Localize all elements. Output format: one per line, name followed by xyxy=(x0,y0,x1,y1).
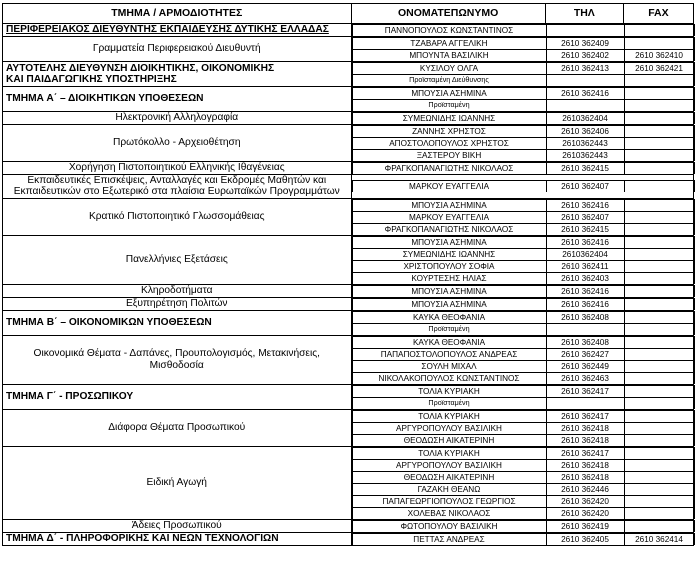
person-row xyxy=(352,272,694,284)
dept-cell xyxy=(3,284,352,297)
person-fax xyxy=(624,348,694,360)
person-phone xyxy=(546,25,624,37)
person-row xyxy=(352,25,694,37)
table-body xyxy=(3,24,694,546)
table-header-row xyxy=(3,4,694,24)
people-cell xyxy=(351,24,694,37)
person-fax xyxy=(624,211,694,223)
person-row xyxy=(352,75,694,87)
dept-cell xyxy=(3,162,352,175)
person-name: ΜΠΟΥΣΙΑ ΑΣΗΜΙΝΑ xyxy=(352,298,546,310)
person-name: Προϊσταμένη Διεύθυνσης xyxy=(352,75,546,87)
dept-cell xyxy=(3,297,352,310)
person-row xyxy=(352,138,694,150)
person-fax xyxy=(624,88,694,100)
person-row xyxy=(352,50,694,62)
person-row xyxy=(352,483,694,495)
people-cell xyxy=(351,125,694,162)
person-name: Προϊσταμένη xyxy=(352,397,546,409)
person-name: ΤΟΛΙΑ ΚΥΡΙΑΚΗ xyxy=(352,447,546,459)
person-row xyxy=(352,298,694,310)
person-row xyxy=(352,348,694,360)
person-phone: 2610362404 xyxy=(546,248,624,260)
person-name: ΞΑΣΤΕΡΟΥ ΒΙΚΗ xyxy=(352,150,546,162)
person-name: ΚΥΣΙΛΟΥ ΟΛΓΑ xyxy=(352,63,546,75)
person-row xyxy=(352,360,694,372)
person-phone: 2610 362403 xyxy=(546,272,624,284)
people-cell xyxy=(351,335,694,384)
person-phone: 2610 362463 xyxy=(546,372,624,384)
person-row xyxy=(352,372,694,384)
person-phone: 2610 362417 xyxy=(546,447,624,459)
person-name: ΠΑΝΝΟΠΟΥΛΟΣ ΚΩΝΣΤΑΝΤΙΝΟΣ xyxy=(352,25,546,37)
person-name: ΠΑΠΑΠΟΣΤΟΛΟΠΟΥΛΟΣ ΑΝΔΡΕΑΣ xyxy=(352,348,546,360)
person-fax xyxy=(624,447,694,459)
person-row xyxy=(352,223,694,235)
directory-table xyxy=(2,3,694,546)
person-fax xyxy=(624,126,694,138)
dept-label-line2: ΚΑΙ ΠΑΙΔΑΓΩΓΙΚΗΣ ΥΠΟΣΤΗΡΙΞΗΣ xyxy=(6,74,177,85)
dept-cell xyxy=(3,62,352,87)
person-fax xyxy=(624,397,694,409)
dept-cell xyxy=(3,175,352,199)
table-row xyxy=(3,87,694,112)
person-fax xyxy=(624,507,694,519)
person-phone: 2610 362420 xyxy=(546,507,624,519)
person-row xyxy=(352,285,694,297)
header-dept: ΤΜΗΜΑ / ΑΡΜΟΔΙΟΤΗΤΕΣ xyxy=(3,4,352,24)
person-row xyxy=(352,126,694,138)
person-name: ΜΠΟΥΝΤΑ ΒΑΣΙΛΙΚΗ xyxy=(352,50,546,62)
dept-label: Πρωτόκολλο - Αρχειοθέτηση xyxy=(112,137,241,149)
people-cell xyxy=(351,62,694,87)
dept-label: Γραμματεία Περιφερειακού Διευθυντή xyxy=(92,43,261,55)
table-row xyxy=(3,112,694,125)
person-name: ΑΡΓΥΡΟΠΟΥΛΟΥ ΒΑΣΙΛΙΚΗ xyxy=(352,459,546,471)
person-fax xyxy=(624,459,694,471)
person-row xyxy=(352,100,694,112)
people-cell xyxy=(351,519,694,532)
table-row xyxy=(3,519,694,532)
people-cell xyxy=(351,384,694,409)
person-phone: 2610 362449 xyxy=(546,360,624,372)
person-name: ΑΡΓΥΡΟΠΟΥΛΟΥ ΒΑΣΙΛΙΚΗ xyxy=(352,422,546,434)
people-cell xyxy=(351,175,694,199)
dept-cell xyxy=(3,384,352,409)
people-cell xyxy=(351,87,694,112)
person-phone: 2610 362416 xyxy=(546,236,624,248)
people-cell xyxy=(351,37,694,62)
dept-cell xyxy=(3,310,352,335)
people-cell xyxy=(351,162,694,175)
person-name: ΚΑΥΚΑ ΘΕΟΦΑΝΙΑ xyxy=(352,311,546,323)
dept-label: Εξυπηρέτηση Πολιτών xyxy=(125,298,228,310)
person-name: ΘΕΟΔΩΣΗ ΑΙΚΑΤΕΡΙΝΗ xyxy=(352,471,546,483)
dept-cell xyxy=(3,37,352,62)
person-name: ΦΡΑΓΚΟΠΑΝΑΓΙΩΤΗΣ ΝΙΚΟΛΑΟΣ xyxy=(352,223,546,235)
person-row xyxy=(352,113,694,125)
person-name: Προϊσταμένη xyxy=(352,323,546,335)
person-fax xyxy=(624,422,694,434)
table-row xyxy=(3,532,694,545)
person-phone: 2610 362417 xyxy=(546,385,624,397)
table-row xyxy=(3,335,694,384)
person-name: ΚΑΥΚΑ ΘΕΟΦΑΝΙΑ xyxy=(352,336,546,348)
person-fax xyxy=(624,323,694,335)
header-name: ΟΝΟΜΑΤΕΠΩΝΥΜΟ xyxy=(351,4,545,24)
person-fax xyxy=(624,495,694,507)
person-row xyxy=(352,311,694,323)
person-phone: 2610 362419 xyxy=(546,520,624,532)
person-phone: 2610 362418 xyxy=(546,422,624,434)
person-fax: 2610 362421 xyxy=(624,63,694,75)
table-row xyxy=(3,37,694,62)
person-phone: 2610 362405 xyxy=(546,533,624,545)
person-fax xyxy=(624,285,694,297)
person-fax xyxy=(624,100,694,112)
dept-label: ΤΜΗΜΑ Γ΄ - ΠΡΟΣΩΠΙΚΟΥ xyxy=(6,391,134,403)
people-cell xyxy=(351,310,694,335)
person-name: ΤΟΛΙΑ ΚΥΡΙΑΚΗ xyxy=(352,385,546,397)
person-fax xyxy=(624,113,694,125)
person-row xyxy=(352,63,694,75)
people-cell xyxy=(351,409,694,446)
person-phone: 2610 362418 xyxy=(546,459,624,471)
person-name: ΜΠΟΥΣΙΑ ΑΣΗΜΙΝΑ xyxy=(352,199,546,211)
dept-label: Διάφορα Θέματα Προσωπικού xyxy=(108,422,246,434)
person-phone: 2610 362407 xyxy=(546,211,624,223)
person-row xyxy=(352,385,694,397)
person-phone: 2610 362415 xyxy=(546,223,624,235)
person-row xyxy=(352,163,694,175)
person-fax xyxy=(624,150,694,162)
person-name: ΜΠΟΥΣΙΑ ΑΣΗΜΙΝΑ xyxy=(352,236,546,248)
person-name: ΧΟΛΕΒΑΣ ΝΙΚΟΛΑΟΣ xyxy=(352,507,546,519)
person-phone: 2610 362416 xyxy=(546,88,624,100)
table-row xyxy=(3,175,694,199)
person-fax xyxy=(624,434,694,446)
people-cell xyxy=(351,235,694,284)
dept-label: ΠΕΡΙΦΕΡΕΙΑΚΟΣ ΔΙΕΥΘΥΝΤΗΣ ΕΚΠΑΙΔΕΥΣΗΣ ΔΥΤΙΚΗΣ ΕΛΛΑΔΑΣ xyxy=(6,24,329,36)
header-tel: ΤΗΛ xyxy=(545,4,623,24)
dept-label: ΤΜΗΜΑ Α΄ – ΔΙΟΙΚΗΤΙΚΩΝ ΥΠΟΘΕΣΕΩΝ xyxy=(6,93,204,105)
person-phone: 2610 362408 xyxy=(546,336,624,348)
dept-cell xyxy=(3,519,352,532)
dept-cell xyxy=(3,87,352,112)
person-fax xyxy=(624,272,694,284)
dept-label-line2: Μισθοδοσία xyxy=(149,359,204,371)
person-phone: 2610 362416 xyxy=(546,199,624,211)
person-fax xyxy=(624,223,694,235)
person-phone: 2610 362407 xyxy=(546,181,624,193)
person-fax: 2610 362410 xyxy=(624,50,694,62)
person-phone: 2610 362446 xyxy=(546,483,624,495)
people-cell xyxy=(351,446,694,519)
person-row xyxy=(352,236,694,248)
person-name: ΜΠΟΥΣΙΑ ΑΣΗΜΙΝΑ xyxy=(352,88,546,100)
dept-label: Κληροδοτήματα xyxy=(141,285,213,297)
table-row xyxy=(3,235,694,284)
person-phone: 2610 362416 xyxy=(546,298,624,310)
dept-cell xyxy=(3,24,352,37)
person-fax xyxy=(624,298,694,310)
person-fax xyxy=(624,260,694,272)
person-row xyxy=(352,495,694,507)
dept-label: Ειδική Αγωγή xyxy=(146,477,207,489)
dept-cell xyxy=(3,335,352,384)
person-name: ΣΟΥΛΗ ΜΙΧΑΛ xyxy=(352,360,546,372)
dept-label: Κρατικό Πιστοποιητικό Γλωσσομάθειας xyxy=(88,211,265,223)
person-fax xyxy=(624,75,694,87)
dept-label: ΤΜΗΜΑ Δ΄ - ΠΛΗΡΟΦΟΡΙΚΗΣ ΚΑΙ ΝΕΩΝ ΤΕΧΝΟΛΟΓΙΩΝ xyxy=(6,533,279,545)
person-fax xyxy=(624,248,694,260)
person-fax xyxy=(624,520,694,532)
person-phone: 2610 362420 xyxy=(546,495,624,507)
person-fax xyxy=(624,410,694,422)
person-phone: 2610 362416 xyxy=(546,285,624,297)
person-phone xyxy=(546,397,624,409)
dept-cell xyxy=(3,235,352,284)
people-cell xyxy=(351,284,694,297)
dept-label: Ηλεκτρονική Αλληλογραφία xyxy=(115,112,239,124)
person-name: ΦΡΑΓΚΟΠΑΝΑΓΙΩΤΗΣ ΝΙΚΟΛΑΟΣ xyxy=(352,163,546,175)
dept-cell xyxy=(3,125,352,162)
person-name: ΤΟΛΙΑ ΚΥΡΙΑΚΗ xyxy=(352,410,546,422)
table-row xyxy=(3,446,694,519)
people-cell xyxy=(351,198,694,235)
person-row xyxy=(352,260,694,272)
table-row xyxy=(3,62,694,87)
dept-cell xyxy=(3,532,352,545)
table-row xyxy=(3,284,694,297)
dept-label: ΑΥΤΟΤΕΛΗΣ ΔΙΕΥΘΥΝΣΗ ΔΙΟΙΚΗΤΙΚΗΣ, ΟΙΚΟΝΟΜΙΚΗΣ xyxy=(6,62,275,74)
person-fax xyxy=(624,38,694,50)
person-name: ΣΥΜΕΩΝΙΔΗΣ ΙΩΑΝΝΗΣ xyxy=(352,113,546,125)
table-row xyxy=(3,310,694,335)
person-name: ΑΠΟΣΤΟΛΟΠΟΥΛΟΣ ΧΡΗΣΤΟΣ xyxy=(352,138,546,150)
person-row xyxy=(352,533,694,545)
person-name: ΦΩΤΟΠΟΥΛΟΥ ΒΑΣΙΛΙΚΗ xyxy=(352,520,546,532)
person-phone: 2610362404 xyxy=(546,113,624,125)
person-name: ΠΑΠΑΓΕΩΡΓΙΟΠΟΥΛΟΣ ΓΕΩΡΓΙΟΣ xyxy=(352,495,546,507)
people-cell xyxy=(351,112,694,125)
person-name: ΧΡΙΣΤΟΠΟΥΛΟΥ ΣΟΦΙΑ xyxy=(352,260,546,272)
person-fax xyxy=(624,138,694,150)
people-cell xyxy=(351,532,694,545)
person-name: ΜΑΡΚΟΥ ΕΥΑΓΓΕΛΙΑ xyxy=(352,181,546,193)
person-row xyxy=(352,248,694,260)
dept-label: Άδειες Προσωπικού xyxy=(131,520,222,532)
person-phone: 2610 362427 xyxy=(546,348,624,360)
dept-cell xyxy=(3,446,352,519)
person-row xyxy=(352,434,694,446)
dept-cell xyxy=(3,198,352,235)
person-row xyxy=(352,336,694,348)
person-row xyxy=(352,507,694,519)
person-row xyxy=(352,410,694,422)
person-name: ΜΑΡΚΟΥ ΕΥΑΓΓΕΛΙΑ xyxy=(352,211,546,223)
person-fax xyxy=(624,372,694,384)
person-phone xyxy=(546,323,624,335)
person-name: ΝΙΚΟΛΑΚΟΠΟΥΛΟΣ ΚΩΝΣΤΑΝΤΙΝΟΣ xyxy=(352,372,546,384)
person-phone: 2610362443 xyxy=(546,150,624,162)
person-fax xyxy=(624,181,694,193)
person-name: ΣΥΜΕΩΝΙΔΗΣ ΙΩΑΝΝΗΣ xyxy=(352,248,546,260)
person-name: ΘΕΟΔΩΣΗ ΑΙΚΑΤΕΡΙΝΗ xyxy=(352,434,546,446)
person-phone: 2610 362413 xyxy=(546,63,624,75)
person-phone: 2610 362418 xyxy=(546,471,624,483)
person-phone: 2610 362408 xyxy=(546,311,624,323)
person-row xyxy=(352,323,694,335)
person-row xyxy=(352,88,694,100)
dept-cell xyxy=(3,112,352,125)
person-name: ΓΑΖΑΚΗ ΘΕΑΝΩ xyxy=(352,483,546,495)
person-fax xyxy=(624,163,694,175)
person-fax xyxy=(624,25,694,37)
person-fax xyxy=(624,385,694,397)
person-phone: 2610 362409 xyxy=(546,38,624,50)
person-fax xyxy=(624,199,694,211)
table-row xyxy=(3,409,694,446)
person-phone: 2610 362402 xyxy=(546,50,624,62)
person-row xyxy=(352,150,694,162)
dept-label-line2: Εκπαιδευτικών στο Εξωτερικό στα πλαίσια Ευρωπαϊκών Προγραμμάτων xyxy=(13,186,340,198)
table-row xyxy=(3,198,694,235)
person-row xyxy=(352,520,694,532)
person-phone: 2610 362406 xyxy=(546,126,624,138)
dept-cell xyxy=(3,409,352,446)
person-row xyxy=(352,211,694,223)
header-fax: FAX xyxy=(623,4,693,24)
dept-label: Εκπαιδευτικές Επισκέψεις, Ανταλλαγές και Εκδρομές Μαθητών και xyxy=(27,175,327,186)
person-fax xyxy=(624,471,694,483)
dept-label: Οικονομικά Θέματα - Δαπάνες, Προυπολογισμός, Μετακινήσεις, xyxy=(33,348,320,360)
table-row xyxy=(3,162,694,175)
person-phone: 2610362443 xyxy=(546,138,624,150)
person-name: ΤΖΑΒΑΡΑ ΑΓΓΕΛΙΚΗ xyxy=(352,38,546,50)
person-phone xyxy=(546,75,624,87)
person-row xyxy=(352,447,694,459)
person-phone xyxy=(546,100,624,112)
person-fax xyxy=(624,311,694,323)
table-row xyxy=(3,24,694,37)
dept-label: ΤΜΗΜΑ Β΄ – ΟΙΚΟΝΟΜΙΚΩΝ ΥΠΟΘΕΣΕΩΝ xyxy=(6,317,212,329)
person-phone: 2610 362411 xyxy=(546,260,624,272)
person-fax: 2610 362414 xyxy=(624,533,694,545)
person-row xyxy=(352,459,694,471)
person-fax xyxy=(624,336,694,348)
person-row xyxy=(352,397,694,409)
table-row xyxy=(3,384,694,409)
dept-label: Πανελλήνιες Εξετάσεις xyxy=(125,254,228,266)
person-name: ΠΕΤΤΑΣ ΑΝΔΡΕΑΣ xyxy=(352,533,546,545)
person-row xyxy=(352,38,694,50)
person-name: ΖΑΝΝΗΣ ΧΡΗΣΤΟΣ xyxy=(352,126,546,138)
person-phone: 2610 362418 xyxy=(546,434,624,446)
people-cell xyxy=(351,297,694,310)
person-row xyxy=(352,199,694,211)
person-name: ΜΠΟΥΣΙΑ ΑΣΗΜΙΝΑ xyxy=(352,285,546,297)
table-row xyxy=(3,125,694,162)
table-row xyxy=(3,297,694,310)
person-row xyxy=(352,181,694,193)
person-name: ΚΟΥΡΤΕΣΗΣ ΗΛΙΑΣ xyxy=(352,272,546,284)
person-phone: 2610 362415 xyxy=(546,163,624,175)
person-phone: 2610 362417 xyxy=(546,410,624,422)
person-fax xyxy=(624,483,694,495)
person-name: Προϊσταμένη xyxy=(352,100,546,112)
person-row xyxy=(352,471,694,483)
dept-label: Χορήγηση Πιστοποιητικού Ελληνικής Ιθαγένειας xyxy=(68,162,285,174)
person-fax xyxy=(624,236,694,248)
person-fax xyxy=(624,360,694,372)
person-row xyxy=(352,422,694,434)
